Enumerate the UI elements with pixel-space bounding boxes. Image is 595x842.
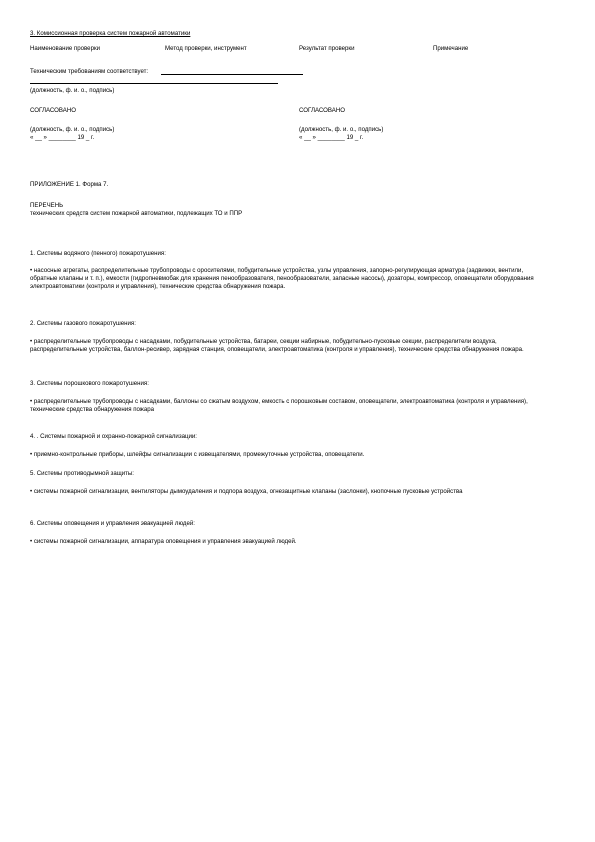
column-result: Результат проверки — [299, 45, 355, 52]
approval-title-right: СОГЛАСОВАНО — [299, 107, 345, 114]
tech-requirements-label: Техническим требованиям соответствует: — [30, 68, 149, 75]
position-note: (должность, ф. и. о., подпись) — [30, 87, 115, 94]
approval-date-left: « __ » ________ 19 _ г. — [30, 134, 95, 141]
appendix-label: ПРИЛОЖЕНИЕ 1. Форма 7. — [30, 181, 109, 188]
signature-line — [30, 83, 278, 84]
system-2-text: • распределительные трубопроводы с насадками, побудительные устройства, батареи, секции набирные, побудительно-пусковые секции, распределители воздуха, распределительные устройства, баллон-ресивер, зарядная станция, оповещатели, электроавтоматика (контроля и управления), технические средства обнаружения пожара. — [30, 338, 524, 353]
appendix-subtitle: технических средств систем пожарной автоматики, подлежащих ТО и ППР — [30, 210, 243, 217]
signature-line — [161, 74, 303, 75]
system-1-text: • насосные агрегаты, распределительные трубопроводы с оросителями, побудительные устройства, узлы управления, запорно-регулирующая арматура (задвижки, вентили, обратные клапаны и т. п.), емкости (гидропневмобак для хранения пенообразователя, пенообразователи, запасные насосы), дозаторы, компрессор, оповещатели оборудования электроавтоматики (контроля и управления), технические средства обнаружения пожара. — [30, 267, 534, 290]
system-5-text: • системы пожарной сигнализации, вентиляторы дымоудаления и подпора воздуха, огнезащитные клапаны (заслонки), кнопочные пусковые устройства — [30, 488, 463, 495]
system-4-text: • приемно-контрольные приборы, шлейфы сигнализации с извещателями, промежуточные устройства, оповещатели. — [30, 451, 365, 458]
approval-date-right: « __ » ________ 19 _ г. — [299, 134, 364, 141]
column-name-check: Наименование проверки — [30, 45, 101, 52]
system-1-heading: 1. Системы водяного (пенного) пожаротушения: — [30, 250, 166, 257]
section-3-heading: 3. Комиссионная проверка систем пожарной автоматики — [30, 30, 191, 37]
column-note: Примечание — [433, 45, 469, 52]
column-method: Метод проверки, инструмент — [165, 45, 247, 52]
appendix-title: ПЕРЕЧЕНЬ — [30, 202, 64, 209]
system-4-heading: 4. . Системы пожарной и охранно-пожарной сигнализации: — [30, 433, 197, 440]
system-3-text: • распределительные трубопроводы с насадками, баллоны со сжатым воздухом, емкость с порошковым составом, оповещатели, электроавтоматика (контроля и управления), технические средства обнаружения пожара — [30, 398, 528, 413]
system-3-heading: 3. Системы порошкового пожаротушения: — [30, 380, 149, 387]
approval-position-note-left: (должность, ф. и. о., подпись) — [30, 126, 115, 133]
system-5-heading: 5. Системы противодымной защиты: — [30, 470, 135, 477]
approval-title-left: СОГЛАСОВАНО — [30, 107, 76, 114]
approval-position-note-right: (должность, ф. и. о., подпись) — [299, 126, 384, 133]
system-6-heading: 6. Системы оповещения и управления эвакуацией людей: — [30, 520, 195, 527]
system-2-heading: 2. Системы газового пожаротушения: — [30, 320, 136, 327]
system-6-text: • системы пожарной сигнализации, аппаратура оповещения и управления эвакуацией людей. — [30, 538, 297, 545]
